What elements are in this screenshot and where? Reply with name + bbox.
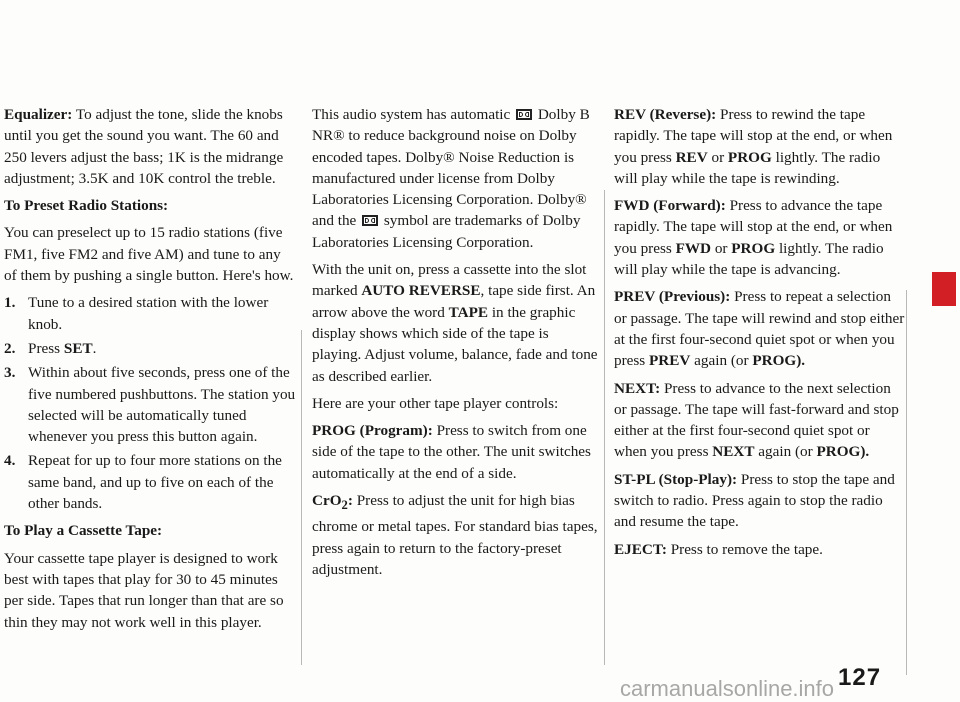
stpl-paragraph bbox=[614, 469, 906, 533]
set-button-label: SET bbox=[63, 339, 93, 357]
prog-label: PROG). bbox=[752, 352, 806, 370]
tape-label: TAPE bbox=[448, 303, 489, 321]
equalizer-term: Equalizer: bbox=[4, 106, 73, 123]
rev-text: lightly. The radio will play while the tape is rewinding. bbox=[614, 148, 881, 187]
next-text: again (or bbox=[758, 443, 813, 461]
step-text: Within about five seconds, press one of the five numbered pushbuttons. The station you selected will be automatically tuned whenever you press this button again. bbox=[28, 364, 296, 446]
step-3 bbox=[4, 362, 296, 447]
prog-label: PROG bbox=[731, 239, 776, 257]
dolby-symbol-icon bbox=[362, 215, 378, 226]
controls-intro: Here are your other tape player controls: bbox=[312, 394, 559, 412]
cro2-term bbox=[312, 492, 353, 513]
insert-text: in the graphic display shows which side of the tape is playing. Adjust volume, balance, fade and tone as described earlier. bbox=[312, 303, 598, 385]
watermark-bottom: carmanualsonline.info bbox=[620, 676, 835, 701]
equalizer-paragraph bbox=[4, 104, 296, 189]
step-1 bbox=[4, 292, 296, 335]
dolby-symbol-icon bbox=[516, 109, 532, 120]
cro2-paragraph bbox=[312, 490, 598, 580]
column-divider bbox=[906, 290, 907, 675]
step-number: 2. bbox=[4, 339, 16, 357]
cassette-paragraph: Your cassette tape player is designed to work best with tapes that play for 30 to 45 minutes per side. Tapes that run longer than that are so thin they may not work well in this player. bbox=[4, 549, 284, 631]
step-text: Tune to a desired station with the lower knob. bbox=[28, 294, 269, 333]
cro2-colon: : bbox=[347, 492, 353, 510]
section-tab-marker bbox=[932, 272, 956, 306]
column-right bbox=[614, 104, 906, 566]
prog-label: PROG). bbox=[816, 443, 870, 461]
insert-paragraph bbox=[312, 259, 598, 387]
eject-paragraph bbox=[614, 539, 906, 560]
fwd-text: lightly. The radio will play while the tape is advancing. bbox=[614, 239, 884, 279]
fwd-paragraph bbox=[614, 195, 906, 280]
prog-text: Press to switch from one side of the tape to the other. The unit switches automatically at the end of a side. bbox=[312, 422, 591, 482]
next-term: NEXT: bbox=[614, 379, 661, 397]
next-label: NEXT bbox=[712, 443, 755, 461]
prev-text: Press to repeat a selection or passage. The tape will rewind and stop either at the first four-second quiet spot or when you press bbox=[614, 288, 905, 370]
column-divider bbox=[301, 330, 302, 665]
cro2-text: Press to adjust the unit for high bias chrome or metal tapes. For standard bias tapes, press again to return to the factory-preset adjustment. bbox=[312, 492, 598, 578]
cro2-term-text: CrO bbox=[312, 492, 342, 510]
dolby-text: Dolby B NR® to reduce background noise on Dolby encoded tapes. Dolby® Noise Reduction is manufactured under license from Dolby Laboratories Licensing Corporation. Dolby® and the bbox=[312, 106, 590, 230]
fwd-label: FWD bbox=[675, 239, 712, 257]
step-4 bbox=[4, 450, 296, 514]
prog-paragraph bbox=[312, 420, 598, 484]
fwd-term: FWD (Forward): bbox=[614, 197, 726, 215]
preset-intro: You can preselect up to 15 radio stations (five FM1, five FM2 and five AM) and tune to any of them by pushing a single button. Here's how. bbox=[4, 224, 294, 285]
step-text-end: . bbox=[92, 339, 97, 357]
stpl-text: Press to stop the tape and switch to radio. Press again to stop the radio and resume the tape. bbox=[614, 470, 895, 531]
insert-text: , tape side first. An arrow above the word bbox=[312, 282, 596, 321]
rev-label: REV bbox=[675, 148, 708, 166]
preset-heading: To Preset Radio Stations: bbox=[4, 197, 169, 215]
step-number: 3. bbox=[4, 364, 16, 382]
column-left bbox=[4, 104, 296, 639]
page-number: 127 bbox=[838, 664, 882, 691]
rev-paragraph bbox=[614, 104, 906, 189]
next-text: Press to advance to the next selection or passage. The tape will fast-forward and stop either at the first four-second quiet spot or when you press bbox=[614, 379, 899, 461]
equalizer-text: To adjust the tone, slide the knobs until you get the sound you want. The 60 and 250 levers adjust the bass; 1K is the midrange adjustment; 3.5K and 10K control the treble. bbox=[4, 106, 284, 187]
column-middle bbox=[312, 104, 598, 586]
cassette-heading: To Play a Cassette Tape: bbox=[4, 522, 163, 540]
fwd-text: or bbox=[714, 239, 728, 257]
fwd-text: Press to advance the tape rapidly. The tape will stop at the end, or when you press bbox=[614, 197, 893, 257]
prev-term: PREV (Previous): bbox=[614, 288, 731, 306]
rev-text: or bbox=[711, 148, 725, 166]
cro2-subscript: 2 bbox=[341, 498, 348, 513]
insert-text: With the unit on, press a cassette into the slot marked bbox=[312, 261, 587, 300]
eject-term: EJECT: bbox=[614, 540, 667, 558]
stpl-term: ST-PL (Stop-Play): bbox=[614, 470, 738, 488]
prev-text: again (or bbox=[694, 352, 749, 370]
prev-label: PREV bbox=[649, 352, 691, 370]
step-text: Repeat for up to four more stations on the same band, and up to five on each of the other bands. bbox=[28, 452, 282, 513]
rev-text: Press to rewind the tape rapidly. The tape will stop at the end, or when you press bbox=[614, 106, 893, 166]
dolby-text: symbol are trademarks of Dolby Laboratories Licensing Corporation. bbox=[312, 212, 581, 251]
column-divider bbox=[604, 190, 605, 665]
rev-term: REV (Reverse): bbox=[614, 106, 717, 123]
prog-term: PROG (Program): bbox=[312, 422, 433, 440]
prog-label: PROG bbox=[727, 148, 772, 166]
prev-paragraph bbox=[614, 286, 906, 371]
step-text: Press bbox=[28, 339, 64, 357]
dolby-text: This audio system has automatic bbox=[312, 106, 511, 123]
auto-reverse-label: AUTO REVERSE bbox=[361, 282, 481, 300]
eject-text: Press to remove the tape. bbox=[670, 540, 823, 558]
dolby-paragraph bbox=[312, 104, 598, 253]
step-number: 4. bbox=[4, 452, 16, 470]
next-paragraph bbox=[614, 378, 906, 463]
step-number: 1. bbox=[4, 294, 16, 312]
step-2 bbox=[4, 338, 296, 359]
